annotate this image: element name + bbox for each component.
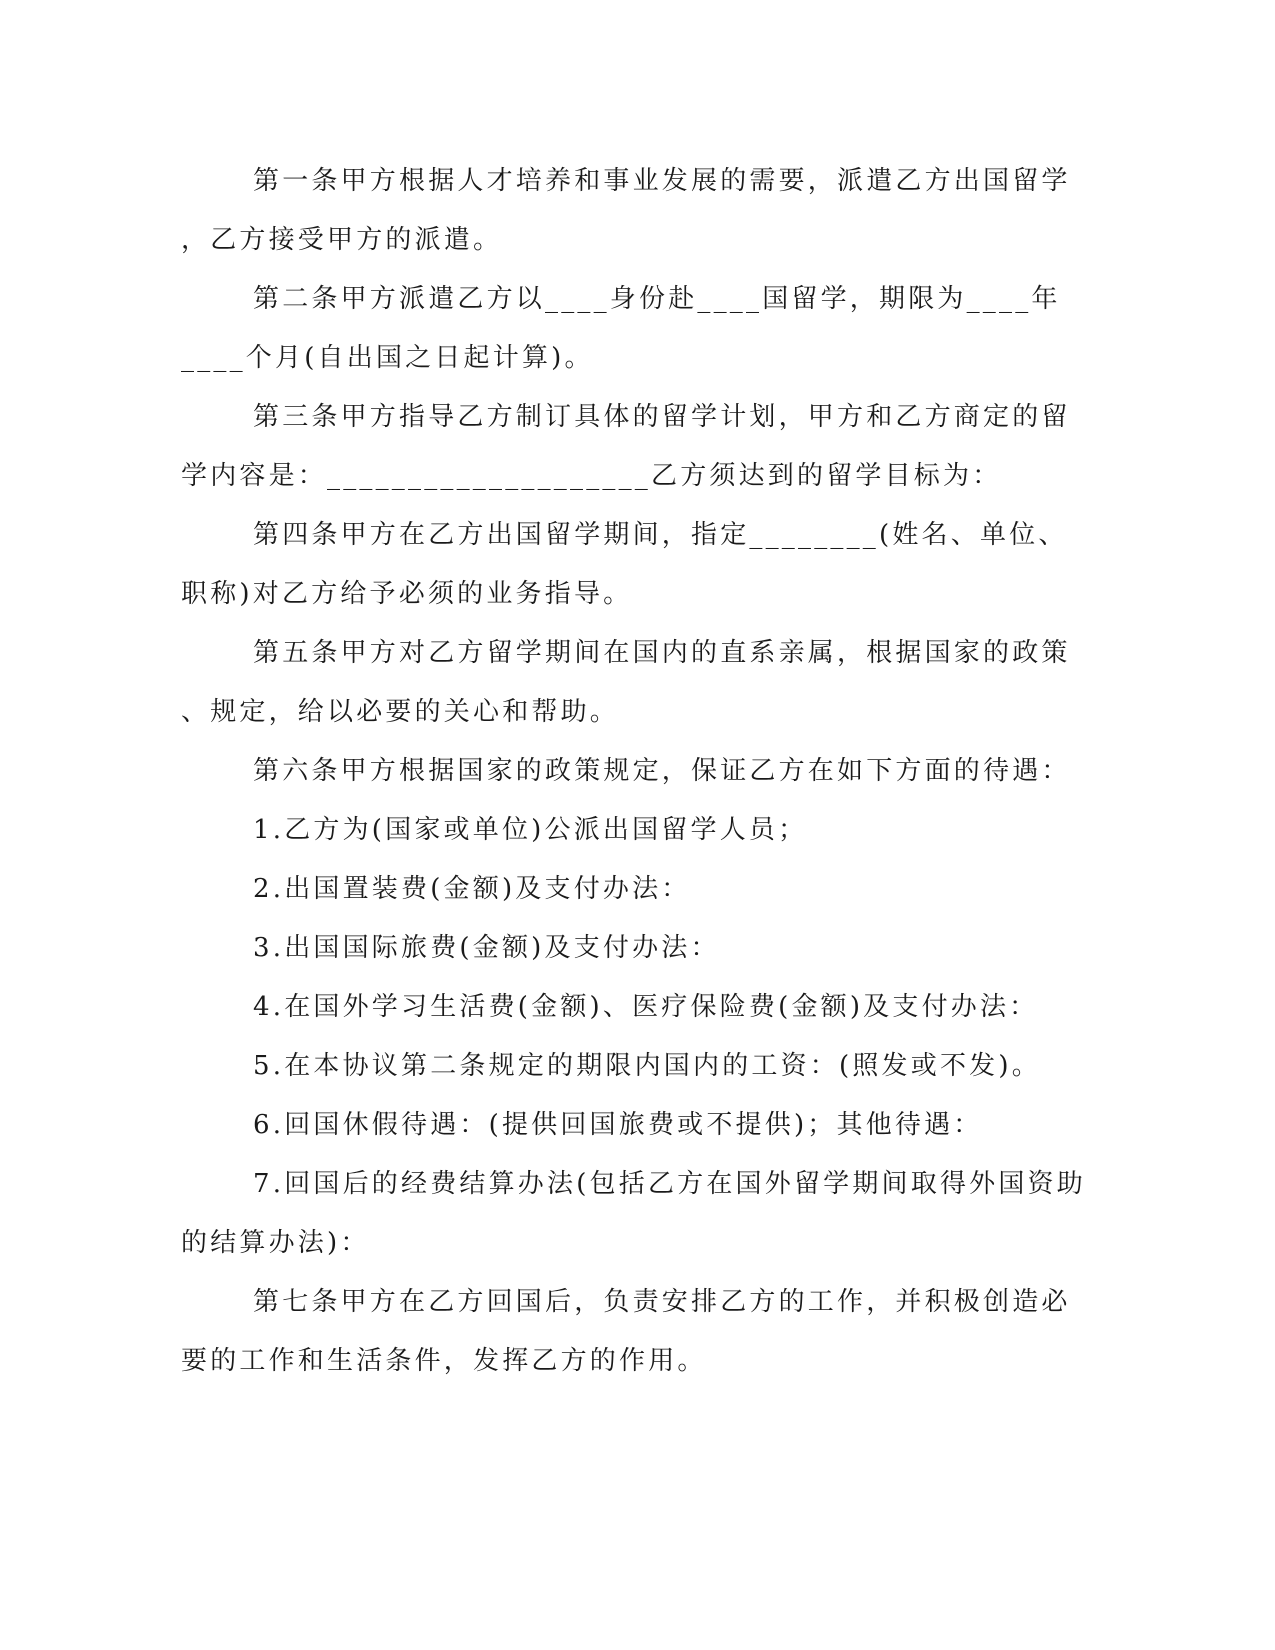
article-1-line-1: 第一条甲方根据人才培养和事业发展的需要，派遣乙方出国留学 [253, 166, 1071, 196]
article-2-line-2: ____个月(自出国之日起计算)。 [181, 343, 594, 373]
article-6-item-7-line-1: 7.回国后的经费结算办法(包括乙方在国外留学期间取得外国资助 [253, 1169, 1086, 1199]
article-5-line-2: 、规定，给以必要的关心和帮助。 [181, 697, 620, 727]
article-3-line-2: 学内容是：____________________乙方须达到的留学目标为： [181, 461, 1002, 491]
article-1-line-2: ，乙方接受甲方的派遣。 [181, 225, 503, 255]
article-4-line-2: 职称)对乙方给予必须的业务指导。 [181, 579, 633, 609]
article-6-item-7-line-2: 的结算办法)： [181, 1228, 370, 1258]
article-4-line-1: 第四条甲方在乙方出国留学期间，指定________(姓名、单位、 [253, 520, 1068, 550]
article-5-line-1: 第五条甲方对乙方留学期间在国内的直系亲属，根据国家的政策 [253, 638, 1071, 668]
article-6-item-4: 4.在国外学习生活费(金额)、医疗保险费(金额)及支付办法： [253, 992, 1039, 1022]
article-7-line-1: 第七条甲方在乙方回国后，负责安排乙方的工作，并积极创造必 [253, 1287, 1071, 1317]
article-7-line-2: 要的工作和生活条件，发挥乙方的作用。 [181, 1346, 707, 1376]
article-6-item-1: 1.乙方为(国家或单位)公派出国留学人员； [253, 815, 808, 845]
article-3-line-1: 第三条甲方指导乙方制订具体的留学计划，甲方和乙方商定的留 [253, 402, 1071, 432]
article-6-item-5: 5.在本协议第二条规定的期限内国内的工资：(照发或不发)。 [253, 1051, 1041, 1081]
article-2-line-1: 第二条甲方派遣乙方以____身份赴____国留学，期限为____年 [253, 284, 1061, 314]
article-6-item-6: 6.回国休假待遇：(提供回国旅费或不提供)；其他待遇： [253, 1110, 983, 1140]
article-6-heading: 第六条甲方根据国家的政策规定，保证乙方在如下方面的待遇： [253, 756, 1071, 786]
article-6-item-3: 3.出国国际旅费(金额)及支付办法： [253, 933, 720, 963]
article-6-item-2: 2.出国置装费(金额)及支付办法： [253, 874, 691, 904]
